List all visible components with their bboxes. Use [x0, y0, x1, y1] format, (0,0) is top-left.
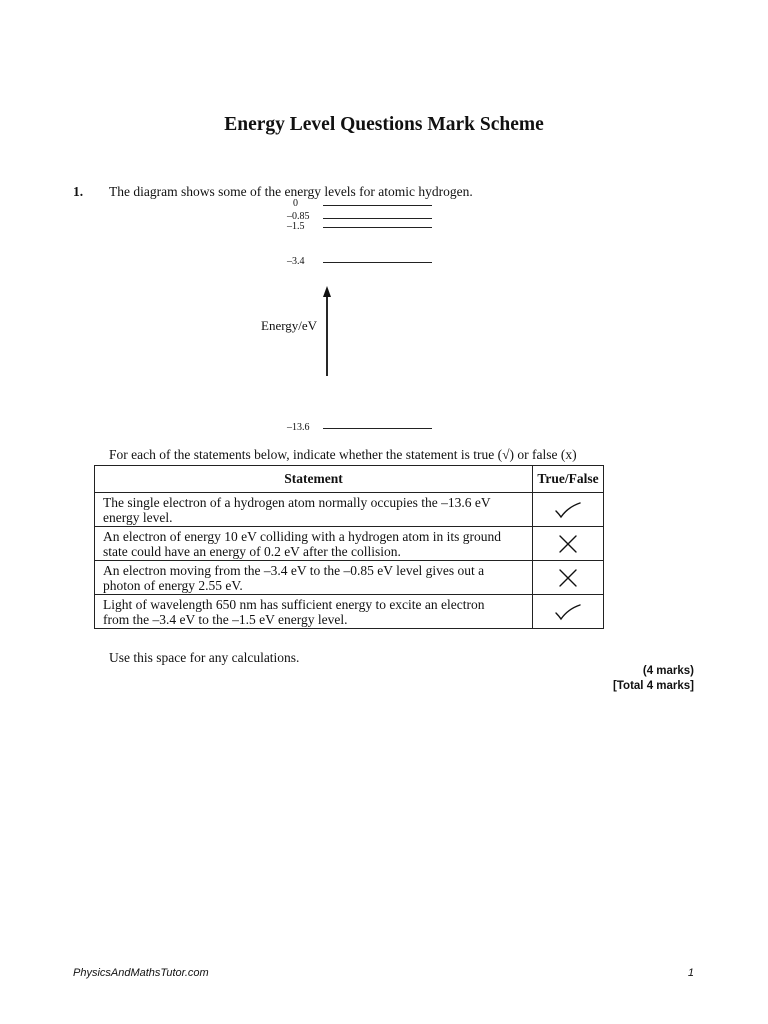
cross-icon	[557, 533, 579, 555]
statements-table	[94, 465, 604, 629]
true-false-header: True/False	[533, 466, 604, 493]
level-label-minus-1-5: –1.5	[287, 221, 305, 232]
statement-line: Light of wavelength 650 nm has sufficient energy to excite an electron	[103, 596, 485, 612]
statement-line: state could have an energy of 0.2 eV after the collision.	[103, 543, 401, 559]
energy-axis-arrow	[316, 286, 338, 378]
statement-line: from the –3.4 eV to the –1.5 eV energy level.	[103, 611, 348, 627]
level-label-minus-13-6: –13.6	[287, 422, 310, 433]
tick-icon	[553, 602, 583, 622]
table-row	[95, 527, 604, 561]
statement-cell	[95, 527, 533, 561]
footer-site: PhysicsAndMathsTutor.com	[73, 967, 209, 979]
question-marks: (4 marks)	[642, 665, 694, 677]
true-false-cell	[533, 527, 604, 561]
level-label-0: 0	[293, 198, 298, 209]
cross-icon	[557, 567, 579, 589]
question-number: 1.	[73, 184, 84, 199]
table-header-row	[95, 466, 604, 493]
table-row	[95, 493, 604, 527]
level-line-minus-3-4	[323, 262, 432, 263]
calculations-note: Use this space for any calculations.	[109, 650, 300, 665]
footer-page-number: 1	[687, 967, 694, 979]
level-line-minus-13-6	[323, 428, 432, 429]
level-line-minus-1-5	[323, 227, 432, 228]
statement-header: Statement	[95, 466, 533, 493]
statement-line: The single electron of a hydrogen atom normally occupies the –13.6 eV	[103, 494, 491, 510]
table-row	[95, 561, 604, 595]
tick-icon	[553, 500, 583, 520]
level-label-minus-3-4: –3.4	[287, 256, 305, 267]
level-line-0	[323, 205, 432, 206]
table-row	[95, 595, 604, 629]
statement-cell	[95, 595, 533, 629]
statement-cell	[95, 561, 533, 595]
statement-cell	[95, 493, 533, 527]
level-label-minus-0-85: –0.85	[287, 211, 310, 222]
instruction-text: For each of the statements below, indicate whether the statement is true (√) or false (x)	[109, 447, 577, 462]
statement-line: An electron moving from the –3.4 eV to the –0.85 eV level gives out a	[103, 562, 485, 578]
total-marks: [Total 4 marks]	[613, 680, 694, 692]
true-false-cell	[533, 595, 604, 629]
question-text: The diagram shows some of the energy levels for atomic hydrogen.	[109, 184, 473, 199]
statement-line: energy level.	[103, 509, 173, 525]
level-line-minus-0-85	[323, 218, 432, 219]
energy-axis-label: Energy/eV	[261, 318, 318, 333]
statement-line: photon of energy 2.55 eV.	[103, 577, 243, 593]
page-title: Energy Level Questions Mark Scheme	[224, 114, 544, 135]
statement-line: An electron of energy 10 eV colliding with a hydrogen atom in its ground	[103, 528, 502, 544]
true-false-cell	[533, 561, 604, 595]
true-false-cell	[533, 493, 604, 527]
